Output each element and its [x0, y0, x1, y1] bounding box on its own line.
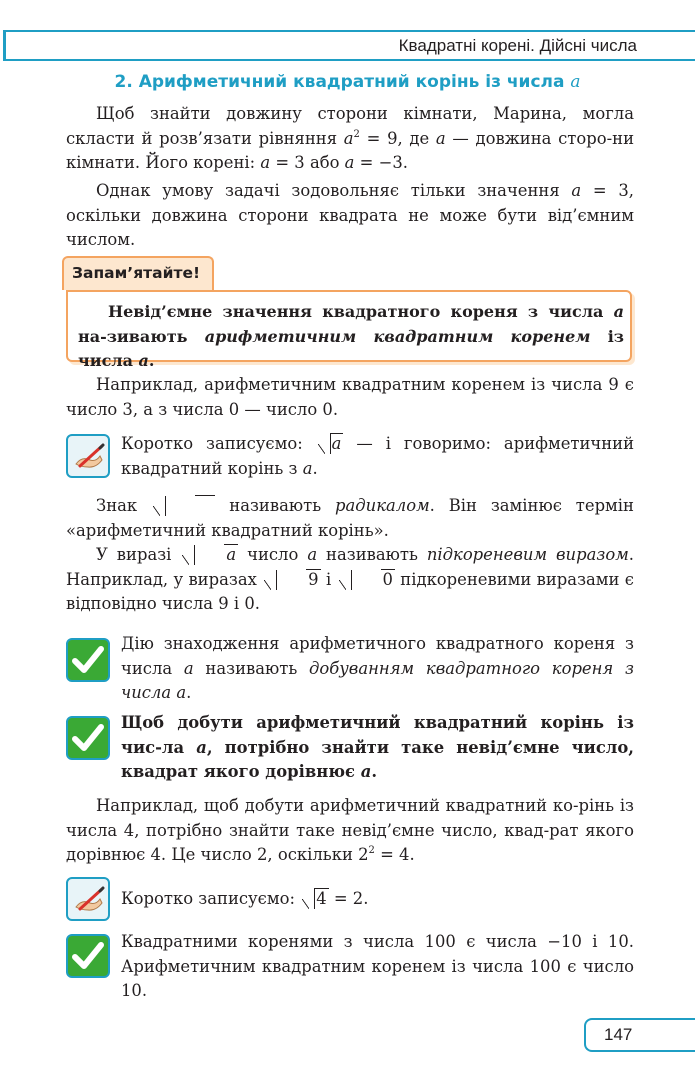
note2-rad: 4 — [316, 889, 327, 908]
note1-text-b: — і говоримо: арифметичний квадратний корінь з — [121, 434, 634, 478]
pencil-hand-icon — [66, 434, 110, 478]
p5-em: підкореневим виразом — [426, 545, 629, 564]
p4-text-a: Знак — [96, 496, 152, 515]
checkmark-icon — [66, 934, 110, 978]
p1-exp: 2 — [353, 128, 360, 140]
p1-var4: a — [344, 153, 355, 172]
p6-text-b: = 4. — [374, 845, 415, 864]
p5-rad: a — [226, 545, 237, 564]
paragraph-condition — [66, 179, 634, 253]
remember-text-b: на-зивають — [78, 326, 205, 346]
pencil-hand-icon — [66, 877, 110, 921]
p6-exp: 2 — [368, 845, 375, 856]
remember-text-d: . — [148, 351, 155, 370]
note-notation-1 — [121, 432, 634, 481]
p5-rad3: 0 — [382, 569, 393, 589]
p1-var2: a — [435, 128, 446, 148]
p5-text-d: . Наприклад, у виразах — [66, 545, 634, 589]
paragraph-example-1: Наприклад, арифметичним квадратним коренем із числа 9 є число 3, а з числа 0 — число 0. — [66, 375, 634, 419]
checkmark-icon — [66, 638, 110, 682]
note1-text-c: . — [312, 458, 318, 478]
remember-var: a — [613, 302, 624, 321]
p1-line1: Щоб знайти довжину сторони кімнати, Марина, могла — [96, 104, 634, 123]
note-notation-2 — [121, 887, 634, 912]
paragraph-example-2 — [66, 794, 634, 868]
p1-var3: a — [260, 153, 271, 172]
check-definition-1 — [121, 632, 634, 706]
remember-text — [78, 300, 624, 374]
header-title: Квадратні корені. Дійсні числа — [398, 36, 637, 55]
note1-rad: a — [331, 434, 342, 453]
running-header — [3, 30, 695, 61]
p5-rad2: 9 — [308, 569, 319, 589]
p4-text-b: називають — [215, 496, 335, 515]
radical-0 — [339, 568, 395, 593]
p5-var: a — [307, 545, 318, 564]
check2-text-c: . — [371, 762, 378, 781]
p4-text-c: . Він замінює термін «арифметичний квадратний корінь». — [66, 496, 634, 540]
paragraph-radicand — [66, 543, 634, 617]
note2-text-b: = 2. — [328, 889, 369, 908]
check2-text-b: , потрібно знайти таке невід’ємне число, квадрат якого дорівнює — [121, 737, 634, 781]
note1-text-a: Коротко записуємо: — [121, 434, 316, 453]
radical-a-2 — [182, 543, 238, 568]
page-number: 147 — [584, 1018, 695, 1052]
check1-em: добуванням квадратного кореня з числа a — [121, 658, 634, 702]
check1-var: a — [183, 658, 194, 678]
p2-text-b: = 3, оскільки довжина сторони квадрата не може бути від’ємним числом. — [66, 181, 634, 249]
radical-9 — [264, 568, 320, 593]
p1-line2a: скласти й розв’язати рівняння — [66, 128, 344, 148]
p1-line3b: = 3 або — [270, 153, 345, 172]
check1-text-a: Дію знаходження арифметичного квадратного кореня з числа — [121, 634, 634, 678]
paragraph-intro — [66, 102, 634, 176]
remember-em: арифметичним квадратним коренем — [204, 326, 591, 346]
p5-text-e: і — [320, 569, 337, 589]
check1-text-b: називають — [193, 658, 310, 678]
note2-text-a: Коротко записуємо: — [121, 889, 301, 908]
paragraph-radical — [66, 494, 634, 543]
p1-line2b: = 9, де — [359, 128, 436, 148]
header-left-bar — [3, 30, 6, 61]
check1-text-c: . — [186, 683, 192, 702]
p2-text-a: Однак умову задачі зодовольняє тільки значення — [96, 181, 572, 200]
p6-text-a: Наприклад, щоб добути арифметичний квадратний ко-рінь із числа 4, потрібно знайти таке невід’ємне число, квад-рат якого дорівнює 4. Це число 2, оскільки 2 — [66, 796, 634, 864]
p2-var: a — [571, 181, 582, 200]
p5-text-c: називають — [317, 545, 427, 564]
p1-line3c: = −3. — [354, 153, 408, 172]
remember-text-a: Невід’ємне значення квадратного кореня з числа — [108, 302, 614, 321]
section-title-var: a — [570, 72, 581, 92]
p4-em: радикалом — [335, 496, 430, 515]
section-title-text: 2. Арифметичний квадратний корінь із числа — [114, 72, 565, 92]
radical-sign — [153, 494, 215, 519]
radical-a — [318, 432, 344, 457]
p5-text-b: число — [238, 545, 308, 564]
section-title — [0, 72, 695, 92]
p1-line2c: — довжина сторо- — [445, 128, 613, 148]
remember-tab: Запам’ятайте! — [62, 256, 214, 290]
p5-text-f: підкореневими виразами є відповідно числа 9 і 0. — [66, 569, 634, 613]
remember-text-c: із числа — [78, 326, 625, 370]
remember-var2: a — [138, 351, 149, 370]
check-example-3: Квадратними коренями з числа 100 є числа −10 і 10. Арифметичним квадратним коренем із числа 100 є число 10. — [121, 932, 634, 1000]
note1-var: a — [302, 458, 313, 478]
p1-line3a: ни кімнати. Його корені: — [66, 128, 634, 172]
check2-text-a: Щоб добути арифметичний квадратний корінь із чис-ла — [121, 713, 634, 757]
p1-var: a — [343, 128, 354, 148]
p5-text-a: У виразі — [96, 545, 181, 564]
checkmark-icon — [66, 716, 110, 760]
radical-4 — [302, 887, 328, 912]
check-rule-2 — [121, 711, 634, 785]
check2-var: a — [196, 737, 207, 757]
check2-var2: a — [360, 762, 372, 781]
